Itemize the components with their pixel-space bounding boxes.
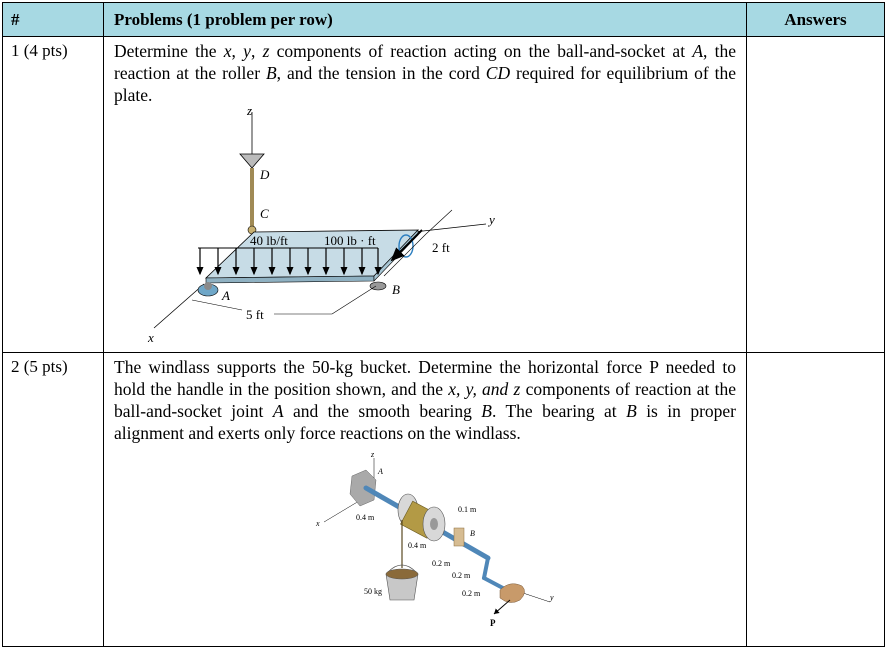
d-label: D [260,167,270,182]
y-label: y [550,593,554,602]
problem-text: Determine the x, y, z components of reaction acting on the ball-and-socket at A, the reaction at the roller B, and the tension in the cord CD required for equilibrium of the plate. [114,41,737,105]
problem-number: 2 (5 pts) [3,353,104,647]
two-ft-label: 2 ft [432,240,450,255]
problem-row-2 [3,353,885,647]
cord-support [240,154,264,168]
problem-cell [104,37,747,353]
dim-04a: 0.4 m [356,513,375,522]
header-problems: Problems (1 problem per row) [104,3,747,37]
plate [206,230,418,278]
bearing-b [454,528,464,546]
x-label: x [316,519,320,528]
a-label: A [222,288,230,303]
p-label: P [490,618,496,628]
b-label: B [392,282,400,297]
wall-mount [350,470,376,506]
dim-02c: 0.2 m [462,589,481,598]
dim-02a: 0.2 m [432,559,451,568]
roller-b [370,282,386,290]
header-number: # [3,3,104,37]
five-ft-label: 5 ft [246,307,264,322]
moment-label: 100 lb · ft [324,233,376,248]
c-label: C [260,206,269,221]
problem-cell [104,353,747,647]
problem-row-1 [3,37,885,353]
a-label: A [378,467,383,476]
problem-text: The windlass supports the 50-kg bucket. Determine the horizontal force P needed to hold the handle in the position shown, and the x, y, and z components of reaction at the ball-and-socket joint A and the smooth bearing B. The bearing at B is in proper alignment and exerts only force reactions on the windlass. [114,357,736,443]
mass-label: 50 kg [364,587,382,596]
problems-table [2,2,885,647]
answer-cell[interactable] [747,37,885,353]
answer-cell[interactable] [747,353,885,647]
header-row [3,3,885,37]
b-label: B [470,529,475,538]
dim-02b: 0.2 m [452,571,471,580]
load-label: 40 lb/ft [250,233,288,248]
dim-04b: 0.4 m [408,541,427,550]
windlass-figure [304,450,584,646]
header-answers: Answers [747,3,885,37]
problem-number: 1 (4 pts) [3,37,104,353]
y-label: y [489,212,495,227]
z-label: z [371,450,375,459]
dim-01: 0.1 m [458,505,477,514]
x-label: x [148,330,154,345]
z-label: z [247,106,253,118]
plate-figure [134,106,514,346]
